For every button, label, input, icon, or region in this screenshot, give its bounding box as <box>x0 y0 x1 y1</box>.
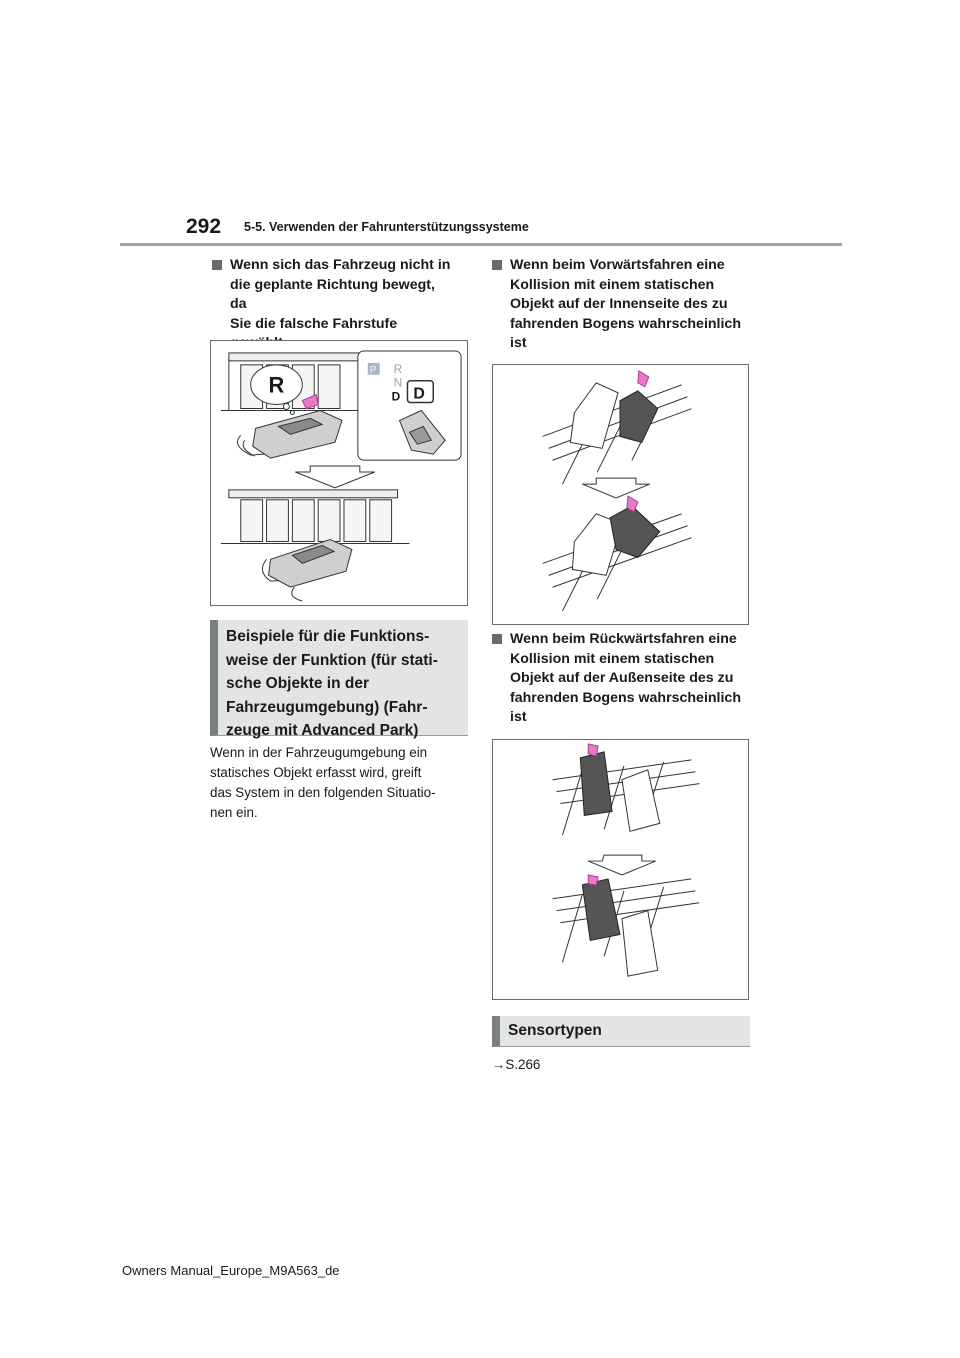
bullet-square-icon <box>212 260 222 270</box>
forward-collision-illustration <box>493 365 748 624</box>
callout-sensor-types: Sensortypen <box>492 1016 750 1047</box>
figure-reverse-collision <box>492 739 749 1000</box>
bullet-heading-reverse: Wenn beim Rückwärtsfahren eine Kollision mit einem statischen Objekt auf der Außenseite des zu fahrenden Bogens wahrscheinlich ist <box>492 630 752 728</box>
bullet-heading-forward: Wenn beim Vorwärtsfahren eine Kollision mit einem statischen Objekt auf der Innenseite des zu fahrenden Bogens wahrscheinlich ist <box>492 256 752 354</box>
section-title: 5-5. Verwenden der Fahrunterstützungssysteme <box>244 220 529 234</box>
arrow-down-icon <box>582 478 649 498</box>
bullet-square-icon <box>492 260 502 270</box>
selected-gear-label: D <box>413 385 425 403</box>
car-icon <box>572 496 659 575</box>
body-paragraph: Wenn in der Fahrzeugumgebung ein statisches Objekt erfasst wird, greift das System in den folgenden Situatio- nen ein. <box>210 745 436 820</box>
wrong-gear-illustration <box>211 341 467 605</box>
figure-wrong-gear <box>210 340 468 606</box>
shift-lever-inset <box>358 351 461 460</box>
figure-forward-collision <box>492 364 749 625</box>
arrow-down-icon <box>295 466 374 488</box>
car-icon <box>580 744 659 831</box>
shift-d-label: D <box>391 389 401 404</box>
shift-n-label: N <box>393 375 403 390</box>
callout-examples: Beispiele für die Funktions- weise der Funktion (für stati- sche Objekte in der Fahrzeugumgebung) (Fahr- zeuge mit Advanced Park) <box>210 620 468 736</box>
shift-p-label: P <box>369 364 377 376</box>
arrow-down-icon <box>588 855 655 875</box>
car-icon <box>269 539 352 587</box>
bullet-square-icon <box>492 634 502 644</box>
gear-bubble-label: R <box>268 372 285 398</box>
shift-r-label: R <box>393 361 403 376</box>
page-reference-link[interactable]: →S.266 <box>492 1057 541 1072</box>
car-icon <box>582 875 657 976</box>
page-number: 292 <box>186 215 222 238</box>
bullet-heading-wrong-gear: Wenn sich das Fahrzeug nicht in die geplante Richtung bewegt, da Sie die falsche Fahrstufe <box>212 256 452 373</box>
reverse-collision-illustration <box>493 740 748 999</box>
footer-text: Owners Manual_Europe_M9A563_de <box>122 1263 340 1278</box>
header-rule <box>120 243 842 246</box>
